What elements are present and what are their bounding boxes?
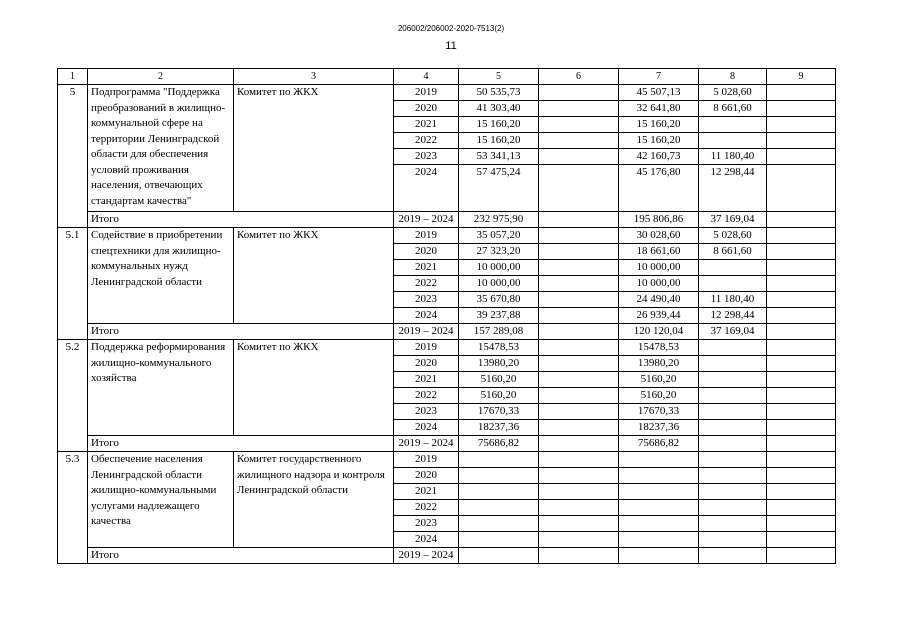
column-header: 1	[58, 69, 88, 85]
value-cell	[699, 133, 767, 149]
value-cell	[767, 500, 836, 516]
section-name: Подпрограмма "Поддержка преобразований в жилищно-коммунальной сфере на территории Ленинградской области для обеспечения условий проживания населения, отвечающих стандартам качества"	[88, 85, 234, 212]
value-cell: 42 160,73	[619, 149, 699, 165]
value-cell	[699, 404, 767, 420]
value-cell	[539, 117, 619, 133]
value-cell	[699, 420, 767, 436]
section-name: Поддержка реформирования жилищно-коммунального хозяйства	[88, 340, 234, 436]
value-cell: 27 323,20	[459, 244, 539, 260]
responsible-executor: Комитет по ЖКХ	[234, 340, 394, 436]
column-header: 9	[767, 69, 836, 85]
column-header: 2	[88, 69, 234, 85]
value-cell	[539, 420, 619, 436]
total-years: 2019 – 2024	[394, 212, 459, 228]
value-cell: 12 298,44	[699, 308, 767, 324]
value-cell	[767, 388, 836, 404]
year-cell: 2020	[394, 101, 459, 117]
year-cell: 2020	[394, 244, 459, 260]
section-number: 5.1	[58, 228, 88, 340]
year-cell: 2022	[394, 133, 459, 149]
value-cell: 35 057,20	[459, 228, 539, 244]
value-cell	[699, 484, 767, 500]
year-cell: 2020	[394, 356, 459, 372]
section-number: 5.2	[58, 340, 88, 452]
total-value	[767, 436, 836, 452]
value-cell	[539, 85, 619, 101]
value-cell	[539, 500, 619, 516]
year-cell: 2021	[394, 372, 459, 388]
year-cell: 2024	[394, 420, 459, 436]
total-label: Итого	[88, 548, 394, 564]
value-cell: 10 000,00	[459, 260, 539, 276]
value-cell: 12 298,44	[699, 165, 767, 212]
value-cell	[539, 340, 619, 356]
year-cell: 2023	[394, 149, 459, 165]
value-cell	[539, 468, 619, 484]
value-cell	[459, 468, 539, 484]
section-number: 5.3	[58, 452, 88, 564]
responsible-executor: Комитет по ЖКХ	[234, 228, 394, 324]
table-row	[58, 228, 836, 244]
value-cell: 5160,20	[619, 388, 699, 404]
total-row	[58, 436, 836, 452]
value-cell	[699, 117, 767, 133]
value-cell	[539, 133, 619, 149]
value-cell	[699, 260, 767, 276]
year-cell: 2024	[394, 165, 459, 212]
value-cell	[767, 149, 836, 165]
value-cell: 15 160,20	[619, 117, 699, 133]
value-cell: 5160,20	[459, 388, 539, 404]
year-cell: 2019	[394, 452, 459, 468]
value-cell	[539, 276, 619, 292]
total-years: 2019 – 2024	[394, 436, 459, 452]
value-cell	[539, 101, 619, 117]
year-cell: 2021	[394, 484, 459, 500]
year-cell: 2021	[394, 117, 459, 133]
value-cell	[767, 356, 836, 372]
responsible-executor: Комитет по ЖКХ	[234, 85, 394, 212]
value-cell	[699, 388, 767, 404]
year-cell: 2020	[394, 468, 459, 484]
value-cell	[767, 133, 836, 149]
value-cell	[699, 452, 767, 468]
column-header: 4	[394, 69, 459, 85]
value-cell: 5 028,60	[699, 228, 767, 244]
total-value	[767, 548, 836, 564]
value-cell: 17670,33	[619, 404, 699, 420]
year-cell: 2023	[394, 292, 459, 308]
value-cell	[767, 117, 836, 133]
table-row	[58, 340, 836, 356]
total-value: 37 169,04	[699, 324, 767, 340]
value-cell: 35 670,80	[459, 292, 539, 308]
year-cell: 2022	[394, 388, 459, 404]
value-cell: 45 507,13	[619, 85, 699, 101]
value-cell	[539, 404, 619, 420]
value-cell	[767, 372, 836, 388]
value-cell	[699, 532, 767, 548]
value-cell: 15 160,20	[459, 133, 539, 149]
value-cell: 5 028,60	[699, 85, 767, 101]
total-value	[459, 548, 539, 564]
total-years: 2019 – 2024	[394, 548, 459, 564]
year-cell: 2024	[394, 532, 459, 548]
value-cell	[539, 244, 619, 260]
total-label: Итого	[88, 436, 394, 452]
year-cell: 2021	[394, 260, 459, 276]
value-cell: 5160,20	[459, 372, 539, 388]
value-cell: 24 490,40	[619, 292, 699, 308]
value-cell	[767, 260, 836, 276]
value-cell	[767, 228, 836, 244]
value-cell	[539, 292, 619, 308]
value-cell	[539, 228, 619, 244]
value-cell	[767, 85, 836, 101]
value-cell	[459, 500, 539, 516]
total-value: 75686,82	[459, 436, 539, 452]
budget-table	[57, 68, 836, 564]
total-row	[58, 212, 836, 228]
value-cell	[767, 244, 836, 260]
value-cell	[699, 516, 767, 532]
value-cell	[539, 484, 619, 500]
total-label: Итого	[88, 324, 394, 340]
value-cell: 11 180,40	[699, 292, 767, 308]
value-cell	[699, 372, 767, 388]
column-header: 5	[459, 69, 539, 85]
total-value	[699, 548, 767, 564]
total-value	[619, 548, 699, 564]
value-cell: 39 237,88	[459, 308, 539, 324]
value-cell: 18237,36	[619, 420, 699, 436]
year-cell: 2019	[394, 85, 459, 101]
value-cell: 26 939,44	[619, 308, 699, 324]
page-number: 11	[445, 40, 457, 52]
value-cell	[699, 500, 767, 516]
total-label: Итого	[88, 212, 394, 228]
value-cell	[767, 276, 836, 292]
value-cell	[619, 452, 699, 468]
total-value: 232 975,90	[459, 212, 539, 228]
value-cell: 30 028,60	[619, 228, 699, 244]
value-cell	[699, 276, 767, 292]
year-cell: 2019	[394, 228, 459, 244]
value-cell	[619, 468, 699, 484]
value-cell	[539, 516, 619, 532]
value-cell	[767, 420, 836, 436]
column-header: 7	[619, 69, 699, 85]
value-cell	[767, 468, 836, 484]
value-cell: 13980,20	[459, 356, 539, 372]
value-cell	[767, 101, 836, 117]
value-cell	[619, 484, 699, 500]
year-cell: 2023	[394, 404, 459, 420]
year-cell: 2023	[394, 516, 459, 532]
value-cell: 15478,53	[459, 340, 539, 356]
column-header: 3	[234, 69, 394, 85]
value-cell: 15 160,20	[459, 117, 539, 133]
document-code: 206002/206002-2020-7513(2)	[397, 24, 505, 33]
value-cell	[539, 388, 619, 404]
value-cell	[699, 468, 767, 484]
value-cell	[767, 484, 836, 500]
value-cell	[619, 532, 699, 548]
value-cell: 32 641,80	[619, 101, 699, 117]
value-cell	[539, 532, 619, 548]
total-value: 75686,82	[619, 436, 699, 452]
value-cell: 15478,53	[619, 340, 699, 356]
value-cell: 10 000,00	[619, 276, 699, 292]
table-row	[58, 85, 836, 101]
total-row	[58, 324, 836, 340]
year-cell: 2022	[394, 500, 459, 516]
value-cell	[459, 452, 539, 468]
value-cell	[459, 484, 539, 500]
value-cell	[767, 165, 836, 212]
value-cell: 8 661,60	[699, 244, 767, 260]
value-cell: 41 303,40	[459, 101, 539, 117]
total-value	[767, 212, 836, 228]
section-name: Обеспечение населения Ленинградской области жилищно-коммунальными услугами надлежащего качества	[88, 452, 234, 548]
value-cell	[767, 532, 836, 548]
value-cell: 18237,36	[459, 420, 539, 436]
value-cell	[539, 165, 619, 212]
value-cell: 17670,33	[459, 404, 539, 420]
value-cell	[539, 308, 619, 324]
value-cell	[767, 308, 836, 324]
value-cell	[619, 516, 699, 532]
section-number: 5	[58, 85, 88, 228]
value-cell	[539, 356, 619, 372]
value-cell	[699, 356, 767, 372]
value-cell: 5160,20	[619, 372, 699, 388]
value-cell: 10 000,00	[619, 260, 699, 276]
value-cell	[539, 452, 619, 468]
value-cell	[699, 340, 767, 356]
total-value	[539, 436, 619, 452]
value-cell: 57 475,24	[459, 165, 539, 212]
value-cell: 53 341,13	[459, 149, 539, 165]
year-cell: 2019	[394, 340, 459, 356]
value-cell	[619, 500, 699, 516]
value-cell: 50 535,73	[459, 85, 539, 101]
value-cell: 11 180,40	[699, 149, 767, 165]
column-header: 8	[699, 69, 767, 85]
total-years: 2019 – 2024	[394, 324, 459, 340]
total-value	[767, 324, 836, 340]
value-cell	[767, 516, 836, 532]
value-cell	[539, 260, 619, 276]
value-cell: 10 000,00	[459, 276, 539, 292]
value-cell: 15 160,20	[619, 133, 699, 149]
total-value: 120 120,04	[619, 324, 699, 340]
header-row	[58, 69, 836, 85]
value-cell	[767, 340, 836, 356]
total-value: 195 806,86	[619, 212, 699, 228]
value-cell: 13980,20	[619, 356, 699, 372]
table-row	[58, 452, 836, 468]
value-cell	[459, 516, 539, 532]
total-row	[58, 548, 836, 564]
total-value	[699, 436, 767, 452]
column-header: 6	[539, 69, 619, 85]
total-value	[539, 324, 619, 340]
total-value: 157 289,08	[459, 324, 539, 340]
value-cell	[459, 532, 539, 548]
section-name: Содействие в приобретении спецтехники для жилищно-коммунальных нужд Ленинградской области	[88, 228, 234, 324]
total-value	[539, 548, 619, 564]
year-cell: 2022	[394, 276, 459, 292]
total-value: 37 169,04	[699, 212, 767, 228]
year-cell: 2024	[394, 308, 459, 324]
responsible-executor: Комитет государственного жилищного надзора и контроля Ленинградской области	[234, 452, 394, 548]
total-value	[539, 212, 619, 228]
value-cell	[767, 404, 836, 420]
value-cell: 18 661,60	[619, 244, 699, 260]
value-cell: 8 661,60	[699, 101, 767, 117]
value-cell	[767, 452, 836, 468]
value-cell	[767, 292, 836, 308]
value-cell	[539, 372, 619, 388]
value-cell: 45 176,80	[619, 165, 699, 212]
value-cell	[539, 149, 619, 165]
